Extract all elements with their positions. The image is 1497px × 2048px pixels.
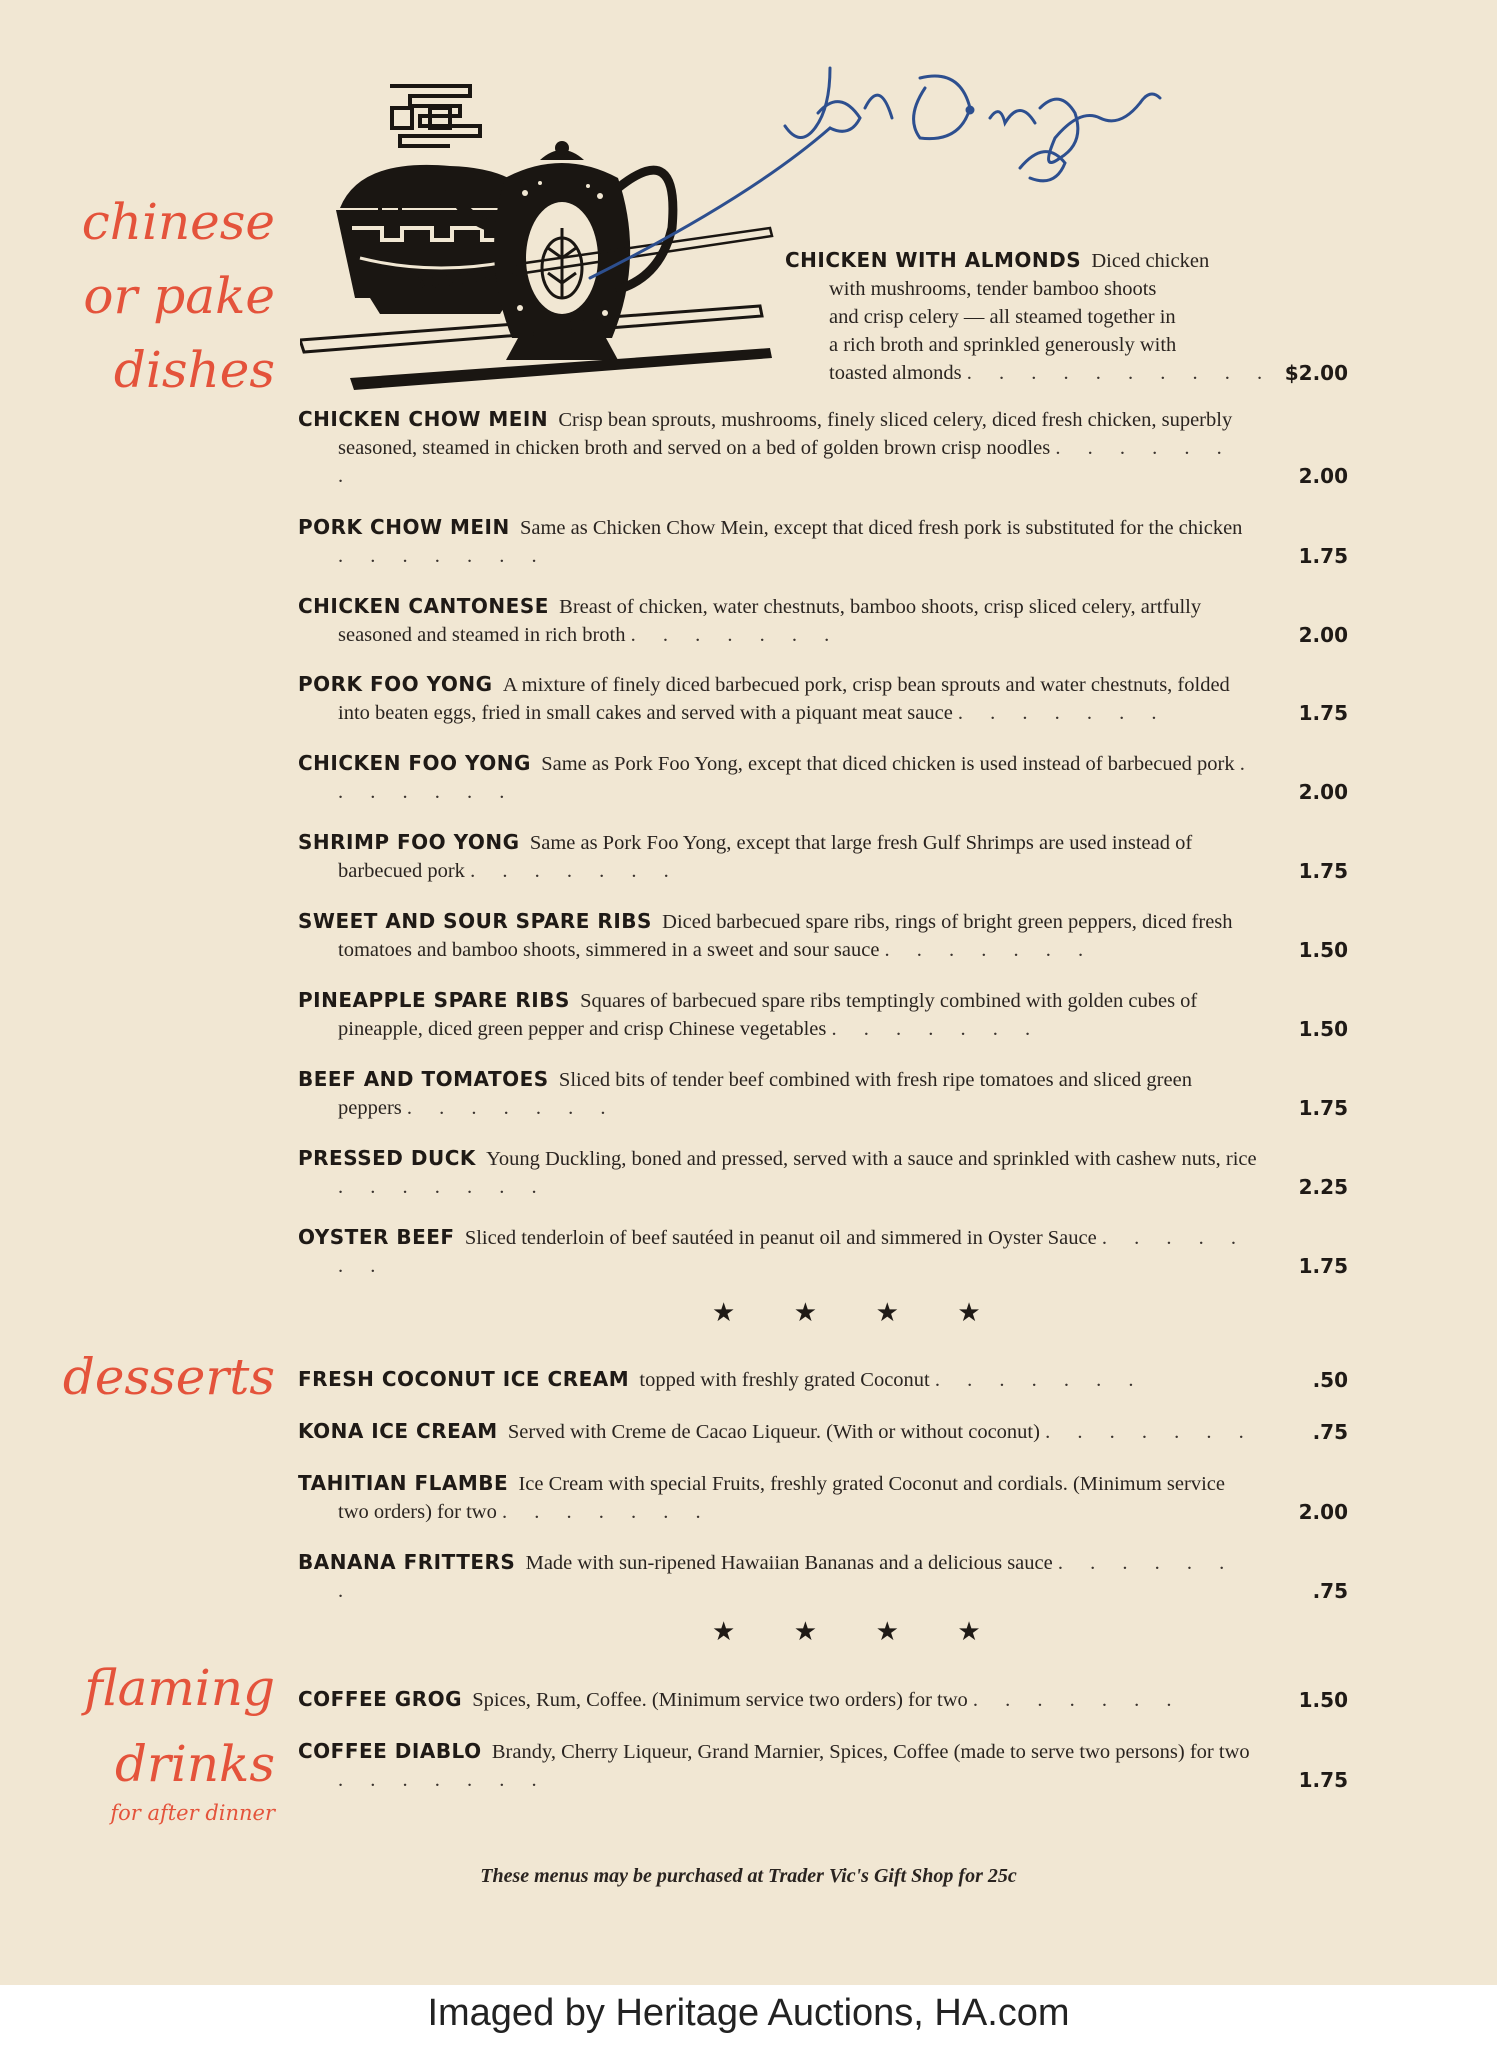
leader-dots: . . . . . . . [338,437,1233,487]
menu-item [298,1548,1348,1605]
heading-line: desserts [62,1348,275,1406]
menu-item [298,1685,1348,1714]
leader-dots: . . . . . . . [831,1018,1042,1040]
item-description: Diced barbecued spare ribs, rings of bright green peppers, diced fresh tomatoes and bamboo shoots, simmered in a sweet and sour sauce [338,911,1233,961]
item-price: .75 [1312,1579,1348,1603]
menu-item [298,1469,1348,1526]
heading-line: dishes [113,341,275,399]
menu-item [298,1065,1348,1122]
item-price: 1.75 [1298,1768,1348,1792]
heading-line: chinese [81,193,275,251]
featured-item [785,246,1348,387]
item-price: 1.50 [1298,938,1348,962]
menu-item [298,1737,1348,1794]
item-description: Ice Cream with special Fruits, freshly grated Coconut and cordials. (Minimum service two orders) for two [338,1473,1225,1523]
section-heading-desserts [62,1348,275,1406]
item-name: PORK CHOW MEIN [298,515,510,539]
leader-dots: . . . . . . . [884,939,1095,961]
item-price: 2.00 [1298,1500,1348,1524]
item-price: 1.75 [1298,701,1348,725]
item-price: 2.00 [1298,623,1348,647]
menu-item [298,749,1348,806]
item-name: PRESSED DUCK [298,1146,476,1170]
leader-dots: . . . . . . . [470,860,680,882]
menu-item [298,1365,1348,1394]
leader-dots: . . . . . . . [338,545,548,567]
menu-item [298,513,1348,570]
item-name: CHICKEN WITH ALMONDS [785,248,1082,272]
item-description: Sliced tenderloin of beef sautéed in peanut oil and simmered in Oyster Sauce [464,1227,1097,1249]
leader-dots: . . . . . . . [338,753,1256,803]
item-name: SHRIMP FOO YONG [298,830,520,854]
featured-line: with mushrooms, tender bamboo shoots [829,278,1157,300]
item-description: Young Duckling, boned and pressed, served with a sauce and sprinkled with cashew nuts, rice [486,1148,1257,1170]
item-name: TAHITIAN FLAMBE [298,1471,509,1495]
item-price: 2.25 [1298,1175,1348,1199]
leader-dots: . . . . . . . [501,1501,712,1523]
divider-stars: ★ ★ ★ ★ [712,1298,1007,1327]
item-price: 2.00 [1298,464,1348,488]
item-name: BEEF AND TOMATOES [298,1067,549,1091]
item-name: SWEET AND SOUR SPARE RIBS [298,909,652,933]
divider-stars: ★ ★ ★ ★ [712,1617,1007,1646]
menu-item [298,670,1348,727]
item-description: Breast of chicken, water chestnuts, bamboo shoots, crisp sliced celery, artfully seasoned and steamed in rich broth [338,596,1202,646]
featured-line: toasted almonds [829,362,962,384]
item-name: BANANA FRITTERS [298,1550,516,1574]
menu-item [298,1144,1348,1201]
item-name: FRESH COCONUT ICE CREAM [298,1367,630,1391]
item-name: PINEAPPLE SPARE RIBS [298,988,570,1012]
item-description: topped with freshly grated Coconut [639,1369,930,1391]
heading-line: drinks [114,1735,275,1793]
heading-line: or pake [83,267,275,325]
heading-subline: for after dinner [110,1801,275,1825]
item-price: 1.75 [1298,859,1348,883]
item-description: Same as Pork Foo Yong, except that large fresh Gulf Shrimps are used instead of barbecued pork [338,832,1193,882]
item-price: 1.75 [1298,1096,1348,1120]
heading-line: flaming [84,1659,275,1717]
item-name: CHICKEN CHOW MEIN [298,407,549,431]
section-heading-drinks [84,1650,275,1828]
leader-dots: . . . . . . . [1045,1421,1255,1443]
item-name: CHICKEN CANTONESE [298,594,549,618]
featured-line: a rich broth and sprinkled generously with [829,334,1177,356]
item-description: A mixture of finely diced barbecued pork, crisp bean sprouts and water chestnuts, folded into beaten eggs, fried in small cakes and served with a piquant meat sauce [338,674,1230,724]
item-name: KONA ICE CREAM [298,1419,498,1443]
item-description: Served with Creme de Cacao Liqueur. (With or without coconut) [507,1421,1040,1443]
leader-dots: . . . . . . . [338,1176,548,1198]
item-name: COFFEE DIABLO [298,1739,482,1763]
item-description: Sliced bits of tender beef combined with fresh ripe tomatoes and sliced green peppers [338,1069,1192,1119]
item-price: 1.75 [1298,544,1348,568]
item-price: .50 [1312,1368,1348,1392]
item-price: 1.50 [1298,1688,1348,1712]
menu-item [298,1223,1348,1280]
leader-dots: . . . . . . . [972,1689,1183,1711]
menu-footer: These menus may be purchased at Trader Vic's Gift Shop for 25c [480,1865,1017,1887]
item-description: Made with sun-ripened Hawaiian Bananas and a delicious sauce [525,1552,1053,1574]
item-name: CHICKEN FOO YONG [298,751,531,775]
featured-line: and crisp celery — all steamed together in [829,306,1176,328]
leader-dots: . . . . . . . [338,1552,1236,1602]
section-heading-chinese [82,185,275,407]
item-description: Same as Chicken Chow Mein, except that diced fresh pork is substituted for the chicken [519,517,1243,539]
item-name: COFFEE GROG [298,1687,463,1711]
leader-dots: . . . . . . . [338,1769,548,1791]
item-description: Spices, Rum, Coffee. (Minimum service two orders) for two [472,1689,968,1711]
menu-item [298,986,1348,1043]
leader-dots: . . . . . . . [957,702,1168,724]
item-price: $2.00 [1284,361,1348,385]
item-price: 1.50 [1298,1017,1348,1041]
item-price: 1.75 [1298,1254,1348,1278]
menu-item [298,907,1348,964]
leader-dots: . . . . . . . [934,1369,1145,1391]
menu-item [298,828,1348,885]
item-price: .75 [1312,1420,1348,1444]
item-description: Same as Pork Foo Yong, except that diced chicken is used instead of barbecued pork [541,753,1235,775]
item-name: OYSTER BEEF [298,1225,455,1249]
featured-line: Diced chicken [1091,250,1210,272]
leader-dots: . . . . . . . [630,624,841,646]
menu-item [298,405,1348,490]
image-credit: Imaged by Heritage Auctions, HA.com [427,1992,1070,2034]
leader-dots: . . . . . . . . . . [966,362,1274,384]
menu-item [298,1417,1348,1446]
item-name: PORK FOO YONG [298,672,493,696]
leader-dots: . . . . . . . [406,1097,617,1119]
item-description: Brandy, Cherry Liqueur, Grand Marnier, Spices, Coffee (made to serve two persons) for two [491,1741,1250,1763]
item-description: Squares of barbecued spare ribs temptingly combined with golden cubes of pineapple, diced green pepper and crisp Chinese vegetables [338,990,1198,1040]
item-price: 2.00 [1298,780,1348,804]
menu-item [298,592,1348,649]
leader-dots: . . . . . . . [338,1227,1247,1277]
item-description: Crisp bean sprouts, mushrooms, finely sliced celery, diced fresh chicken, superbly seasoned, steamed in chicken broth and served on a bed of golden brown crisp noodles [338,409,1233,459]
